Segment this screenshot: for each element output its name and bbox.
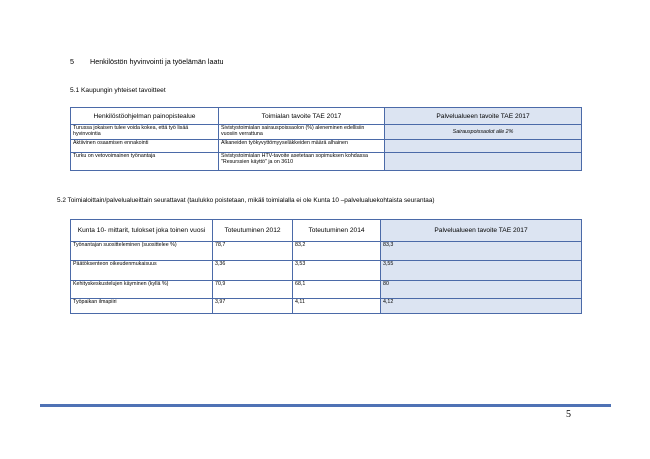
table-row [71,261,582,281]
table-cell: Työnantajan suositteleminen (suosittelee %) [71,242,213,261]
table-cell: Alkaneiden työkyvyttömyyseläkkeiden määrä alhainen [219,140,385,153]
table-header-cell: Toteutuminen 2014 [293,220,381,242]
table-row [71,140,582,153]
table-row [71,299,582,314]
table-header-cell: Palvelualueen tavoite TAE 2017 [385,108,582,125]
table-kaupungin-tavoitteet [70,107,582,171]
table-cell: Sivistystoimialan HTV-tavoite asetetaan sopimuksen kohdassa "Resurssien käyttö" ja on 3610 [219,153,385,171]
table-header-cell: Toimialan tavoite TAE 2017 [219,108,385,125]
table-cell: Työpaikan ilmapiiri [71,299,213,314]
section-number: 5 [70,57,74,66]
table-cell: 3,97 [213,299,293,314]
table-cell: Sairauspoissaolot alle 2% [385,125,582,140]
table-cell: 3,53 [293,261,381,281]
table-cell: 78,7 [213,242,293,261]
section-title: Henkilöstön hyvinvointi ja työelämän laatu [90,57,224,66]
section-heading [70,57,223,66]
table-cell: Kehityskeskustelujen käyminen (kyllä %) [71,281,213,299]
subsection-1-heading: 5.1 Kaupungin yhteiset tavoitteet [70,87,166,94]
table-header-cell: Henkilöstöohjelman painopistealue [71,108,219,125]
table-header-cell: Toteutuminen 2012 [213,220,293,242]
table-cell: 4,12 [381,299,582,314]
table-cell: Turussa jokaisen tulee voida kokea, että työ lisää hyvinvointia [71,125,219,140]
table-cell: 80 [381,281,582,299]
table-cell [385,140,582,153]
table-kunta10-mittarit [70,219,582,314]
table-header-cell: Kunta 10- mittarit, tulokset joka toinen vuosi [71,220,213,242]
table-header-cell: Palvelualueen tavoite TAE 2017 [381,220,582,242]
table-header-row [71,108,582,125]
table-cell: Aktiivinen osaamisen ennakointi [71,140,219,153]
table-header-row [71,220,582,242]
table-row [71,242,582,261]
table-row [71,125,582,140]
table-cell: Turku on vetovoimainen työnantaja [71,153,219,171]
table-cell: 83,3 [381,242,582,261]
table-cell: Päätöksenteon oikeudenmukaisuus [71,261,213,281]
table-cell: 68,1 [293,281,381,299]
table-cell: 3,36 [213,261,293,281]
table-row [71,281,582,299]
subsection-2-heading: 5.2 Toimialoittain/palvelualueittain seurattavat (taulukko poistetaan, mikäli toimialalla ei ole Kunta 10 –palvelualuekohtaista seurantaa) [57,197,435,204]
table-cell: Sivistystoimialan sairauspoissaolon (%) aleneminen edellisiin vuosiin verrattuna [219,125,385,140]
table-row [71,153,582,171]
table-cell: 4,11 [293,299,381,314]
table-cell: 3,55 [381,261,582,281]
table-cell: 83,2 [293,242,381,261]
footer-rule [40,404,611,407]
table-cell: 70,9 [213,281,293,299]
table-cell [385,153,582,171]
page-number: 5 [566,409,571,420]
